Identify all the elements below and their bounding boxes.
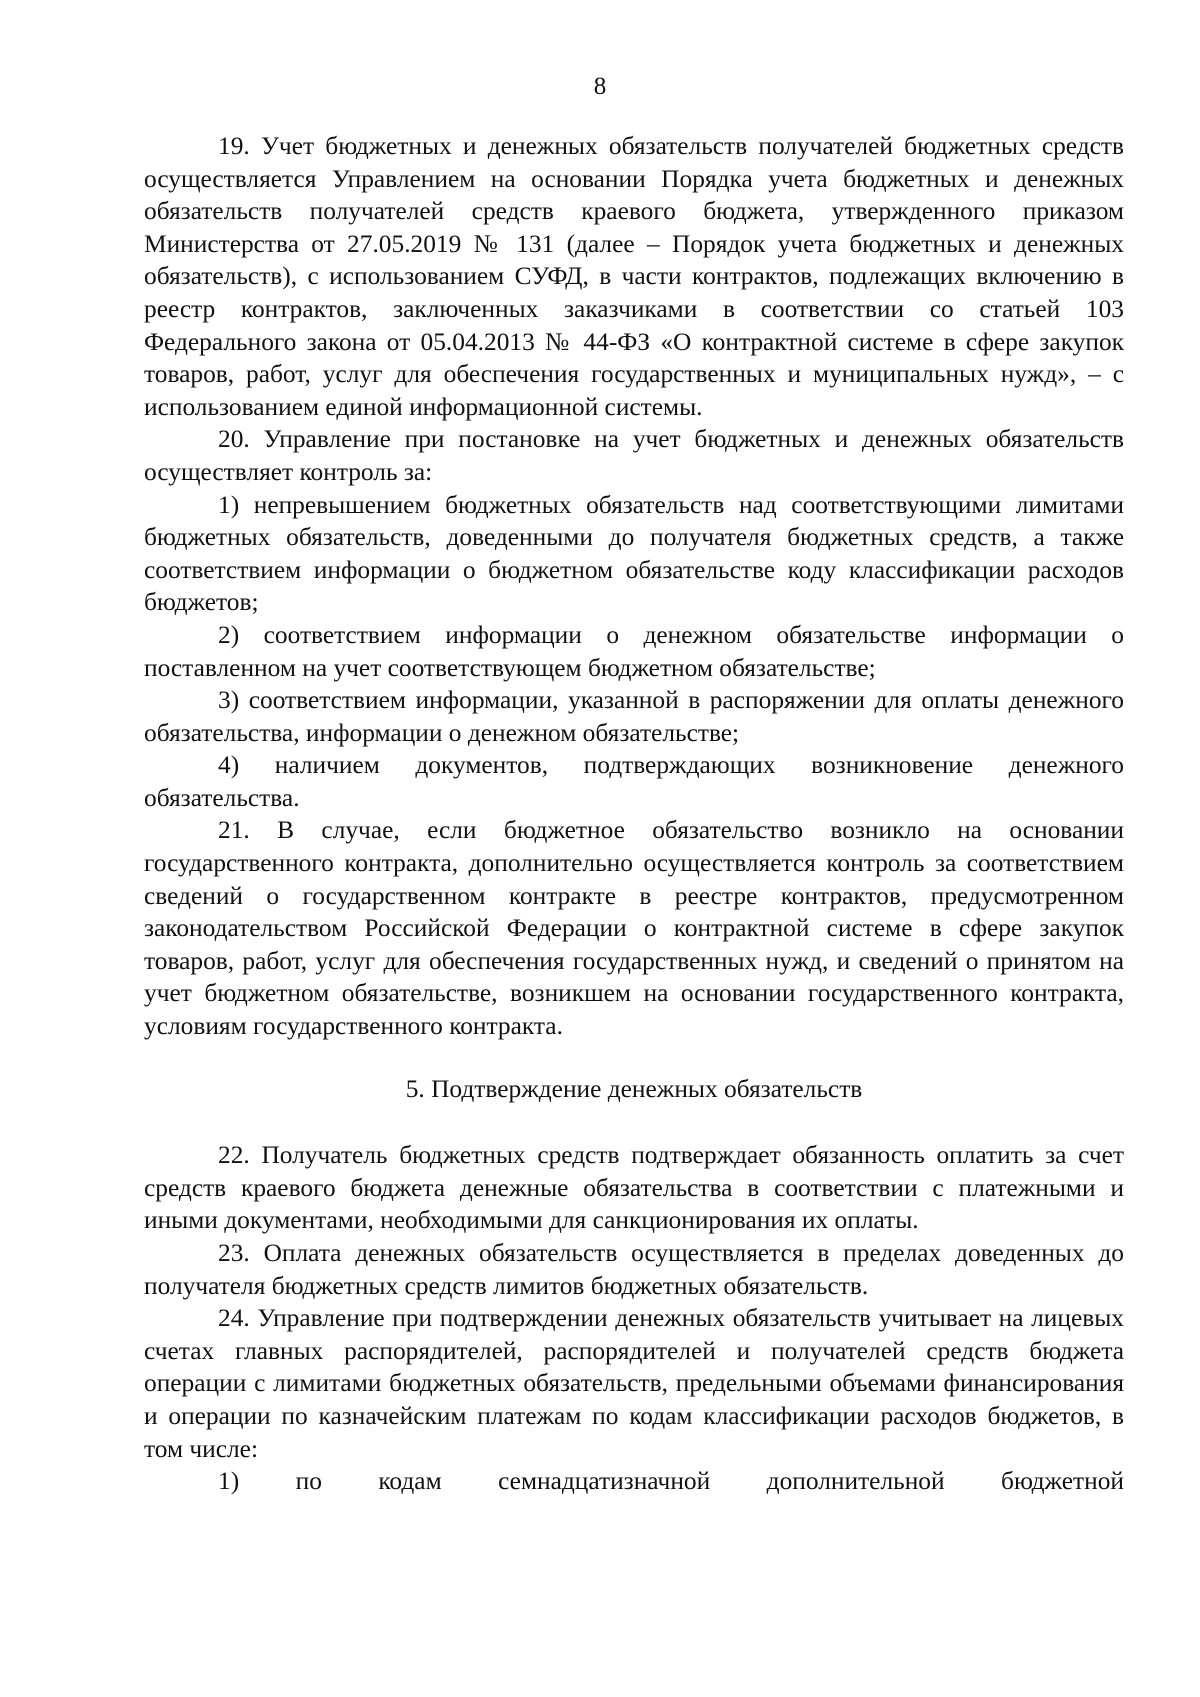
paragraph-20-item-4: 4) наличием документов, подтверждающих возникновение денежного обязательства. xyxy=(144,751,1124,812)
paragraph-24-item-1: 1) по кодам семнадцатизначной дополнительной бюджетной xyxy=(218,1467,1124,1496)
paragraph-20-item-3: 3) соответствием информации, указанной в распоряжении для оплаты денежного обязательства, информации о денежном обязательстве; xyxy=(144,686,1124,747)
paragraph-21: 21. В случае, если бюджетное обязательство возникло на основании государственного контракта, дополнительно осуществляется контроль за соответствием сведений о государственном контракте в реестре контрактов, предусмотренном законодательством Российской Федерации о контрактной системе в сфере закупок товаров, работ, услуг для обеспечения государственных нужд, и сведений о принятом на учет бюджетном обязательстве, возникшем на основании государственного контракта, условиям государственного контракта. xyxy=(144,816,1124,1041)
paragraph-20: 20. Управление при постановке на учет бюджетных и денежных обязательств осуществляет контроль за: xyxy=(144,425,1124,486)
paragraph-24: 24. Управление при подтверждении денежных обязательств учитывает на лицевых счетах главных распорядителей, распорядителей и получателей средств бюджета операции с лимитами бюджетных обязательств, предельными объемами финансирования и операции по казначейским платежам по кодам классификации расходов бюджетов, в том числе: xyxy=(144,1304,1124,1463)
paragraph-19: 19. Учет бюджетных и денежных обязательств получателей бюджетных средств осуществляется Управлением на основании Порядка учета бюджетных и денежных обязательств получателей средств краевого бюджета, утвержденного приказом Министерства от 27.05.2019 № 131 (далее – Порядок учета бюджетных и денежных обязательств), с использованием СУФД, в части контрактов, подлежащих включению в реестр контрактов, заключенных заказчиками в соответствии со статьей 103 Федерального закона от 05.04.2013 № 44-ФЗ «О контрактной системе в сфере закупок товаров, работ, услуг для обеспечения государственных и муниципальных нужд», – с использованием единой информационной системы. xyxy=(144,132,1124,421)
paragraph-22: 22. Получатель бюджетных средств подтверждает обязанность оплатить за счет средств краевого бюджета денежные обязательства в соответствии с платежными и иными документами, необходимыми для санкционирования их оплаты. xyxy=(144,1141,1124,1235)
page-number: 8 xyxy=(593,73,607,100)
paragraph-20-item-2: 2) соответствием информации о денежном обязательстве информации о поставленном на учет соответствующем бюджетном обязательстве; xyxy=(144,620,1124,682)
paragraph-23: 23. Оплата денежных обязательств осуществляется в пределах доведенных до получателя бюджетных средств лимитов бюджетных обязательств. xyxy=(144,1239,1124,1300)
document-body xyxy=(144,130,1124,1498)
paragraph-20-item-1: 1) непревышением бюджетных обязательств над соответствующими лимитами бюджетных обязательств, доведенными до получателя бюджетных средств, а также соответствием информации о бюджетном обязательстве коду классификации расходов бюджетов; xyxy=(144,490,1124,617)
section-heading: 5. Подтверждение денежных обязательств xyxy=(405,1074,863,1103)
